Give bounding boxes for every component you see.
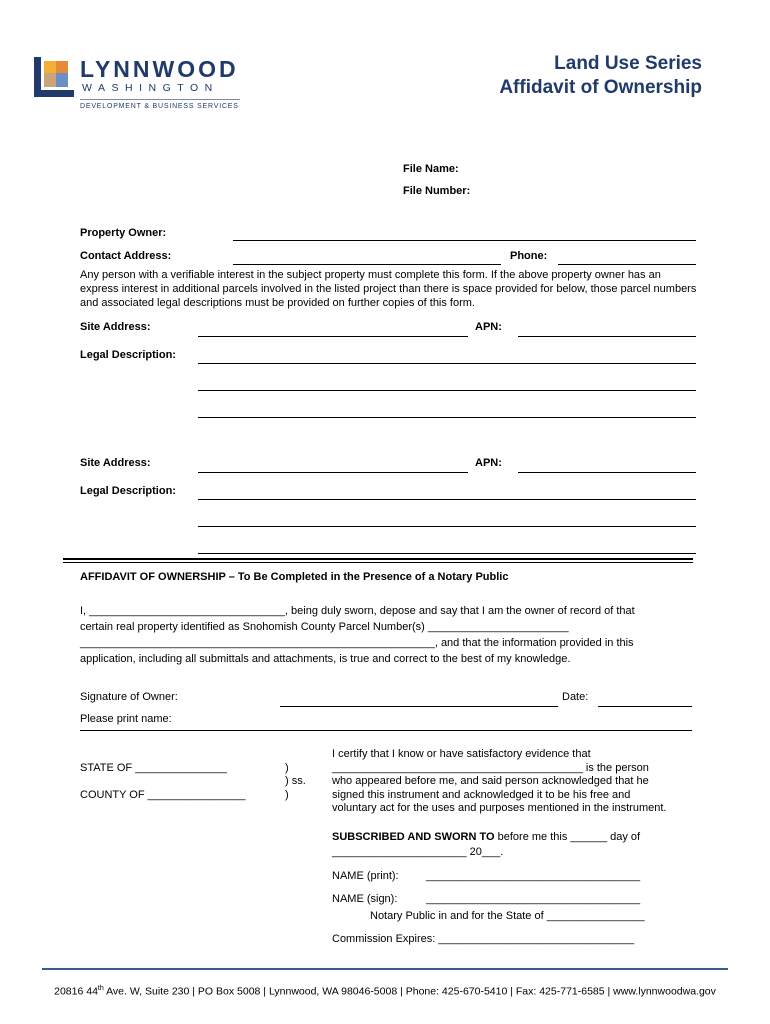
section-divider-bottom	[63, 562, 693, 563]
footer-address-pre: 20816 44	[54, 985, 98, 998]
phone-label: Phone:	[510, 250, 548, 262]
contact-address-field[interactable]	[233, 264, 501, 265]
bracket-ss: ) ss.	[285, 775, 306, 787]
owner-signature-field[interactable]	[280, 706, 558, 707]
site-address-label-1: Site Address:	[80, 321, 151, 333]
footer-contact	[0, 985, 770, 998]
section-divider-top	[63, 558, 693, 560]
legal-description-line-1a[interactable]	[198, 363, 696, 364]
footer-address-sup: th	[97, 985, 104, 992]
legal-description-line-1c[interactable]	[198, 417, 696, 418]
state-of-field[interactable]: STATE OF _______________	[80, 762, 227, 774]
subscribed-sworn-bold: SUBSCRIBED AND SWORN TO	[332, 831, 495, 843]
affidavit-line-3: __________________________________________________________, and that the information provided in this	[80, 637, 634, 649]
legal-description-label-2: Legal Description:	[80, 485, 176, 497]
notary-public-state: Notary Public in and for the State of ________________	[370, 910, 645, 922]
logo-department: DEVELOPMENT & BUSINESS SERVICES	[80, 103, 239, 110]
apn-field-1[interactable]	[518, 336, 696, 337]
legal-description-line-2c[interactable]	[198, 553, 696, 554]
affidavit-line-4: application, including all submittals and attachments, is true and correct to the best of my knowledge.	[80, 653, 571, 665]
certify-line-2: _________________________________________ is the person	[332, 762, 649, 774]
legal-description-line-2b[interactable]	[198, 526, 696, 527]
contact-address-label: Contact Address:	[80, 250, 172, 262]
date-field[interactable]	[598, 706, 692, 707]
form-series-title: Land Use Series	[554, 53, 702, 74]
legal-description-line-1b[interactable]	[198, 390, 696, 391]
certify-line-1: I certify that I know or have satisfactory evidence that	[332, 748, 591, 760]
notary-name-sign-label: NAME (sign):	[332, 893, 398, 905]
form-title: Affidavit of Ownership	[499, 77, 702, 98]
commission-expires: Commission Expires: ________________________________	[332, 933, 635, 945]
date-label: Date:	[562, 691, 589, 703]
site-address-field-1[interactable]	[198, 336, 468, 337]
file-name-label: File Name:	[403, 163, 459, 175]
notary-name-sign-field[interactable]: ___________________________________	[426, 893, 641, 905]
footer-address-post: Ave. W, Suite 230 | PO Box 5008 | Lynnwood, WA 98046-5008 | Phone: 425-670-5410 | Fax: 425-771-6585 | www.lynnwoodwa.gov	[103, 985, 716, 998]
instructions-paragraph: Any person with a verifiable interest in the subject property must complete this form. If the above property owner has an express interest in additional parcels involved in the listed project than there is space provided for below, those parcel numbers and associated legal descriptions must be provided on further copies of this form.	[80, 269, 697, 309]
apn-field-2[interactable]	[518, 472, 696, 473]
notary-name-print-field[interactable]: ___________________________________	[426, 870, 641, 882]
affidavit-line-2: certain real property identified as Snohomish County Parcel Number(s) _______________________	[80, 621, 569, 633]
county-of-field[interactable]: COUNTY OF ________________	[80, 789, 246, 801]
property-owner-label: Property Owner:	[80, 227, 167, 239]
footer-divider	[42, 968, 728, 970]
apn-label-1: APN:	[475, 321, 502, 333]
phone-field[interactable]	[558, 264, 696, 265]
logo-wordmark: LYNNWOOD	[80, 56, 239, 82]
site-address-label-2: Site Address:	[80, 457, 151, 469]
logo-subtitle: WASHINGTON	[82, 82, 219, 94]
apn-label-2: APN:	[475, 457, 502, 469]
sworn-date-field[interactable]: ______________________ 20___.	[332, 846, 504, 858]
subscribed-sworn-line	[332, 831, 640, 843]
logo-divider	[80, 99, 240, 100]
lynnwood-logo-icon	[34, 57, 74, 97]
affidavit-line-1: I, ________________________________, being duly sworn, depose and say that I am the owner of record of that	[80, 605, 635, 617]
certify-line-4: signed this instrument and acknowledged it to be his free and	[332, 789, 631, 801]
legal-description-line-2a[interactable]	[198, 499, 696, 500]
certify-line-3: who appeared before me, and said person acknowledged that he	[332, 775, 649, 787]
file-number-label: File Number:	[403, 185, 471, 197]
owner-signature-label: Signature of Owner:	[80, 691, 178, 703]
print-name-label: Please print name:	[80, 713, 172, 725]
notary-name-print-label: NAME (print):	[332, 870, 399, 882]
site-address-field-2[interactable]	[198, 472, 468, 473]
affidavit-heading: AFFIDAVIT OF OWNERSHIP – To Be Completed in the Presence of a Notary Public	[80, 571, 509, 583]
print-name-field[interactable]	[80, 730, 692, 731]
bracket-3: )	[285, 789, 289, 801]
certify-line-5: voluntary act for the uses and purposes mentioned in the instrument.	[332, 802, 667, 814]
subscribed-sworn-rest: before me this ______ day of	[494, 831, 641, 843]
bracket-1: )	[285, 762, 289, 774]
property-owner-field[interactable]	[233, 240, 696, 241]
legal-description-label-1: Legal Description:	[80, 349, 176, 361]
